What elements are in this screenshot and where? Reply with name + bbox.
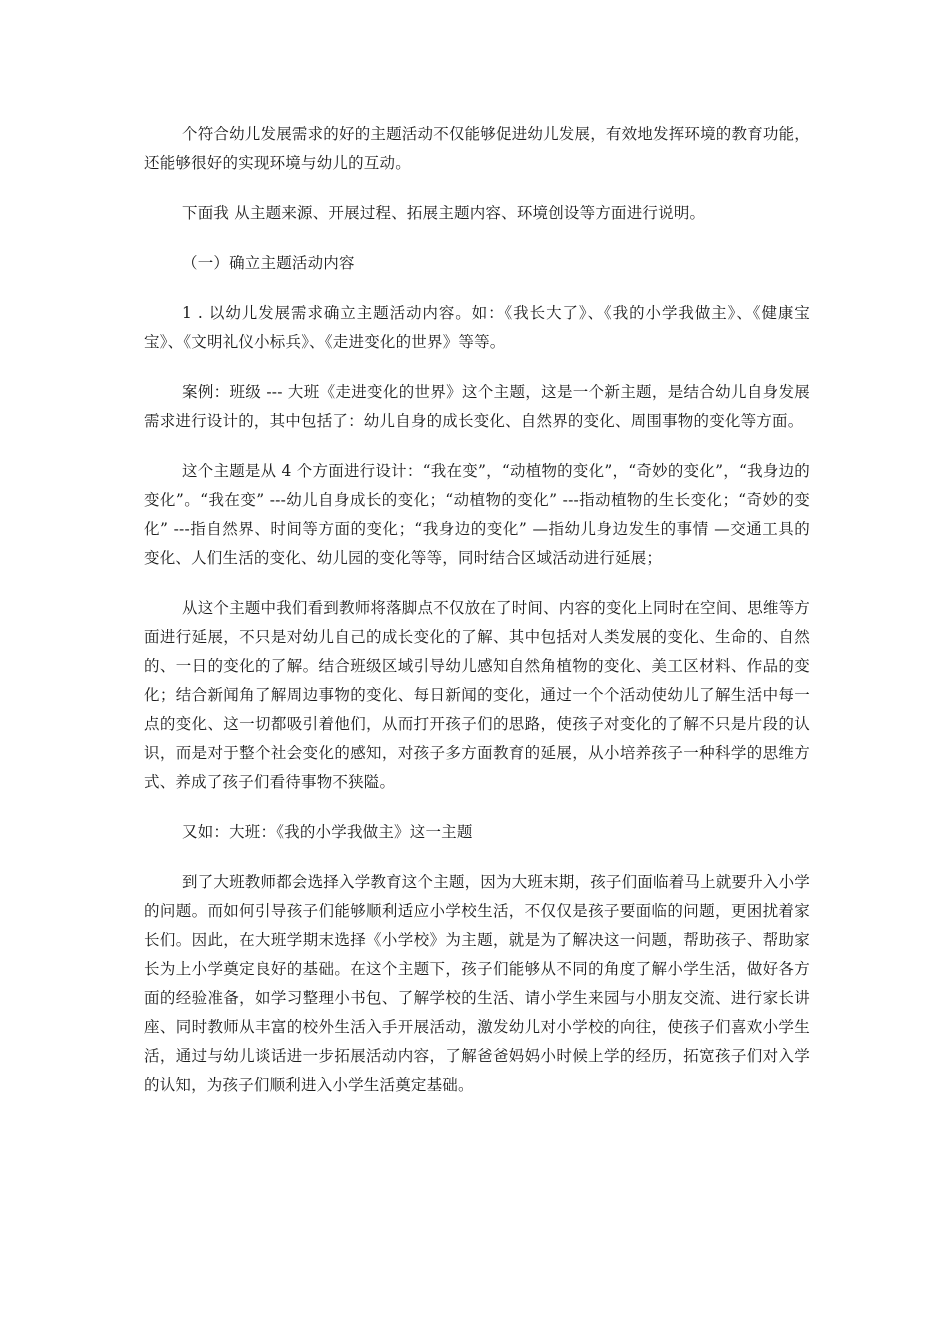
paragraph-gap — [144, 573, 810, 594]
paragraph-item-1: 1 . 以幼儿发展需求确立主题活动内容。如：《我长大了》、《我的小学我做主》、《健康宝宝》、《文明礼仪小标兵》、《走进变化的世界》等等。 — [144, 304, 810, 351]
paragraph-gap — [144, 797, 810, 818]
paragraph-analysis: 从这个主题中我们看到教师将落脚点不仅放在了时间、内容的变化上同时在空间、思维等方面进行延展，不只是对幼儿自己的成长变化的了解、其中包括对人类发展的变化、生命的、自然的、一日的变化的了解。结合班级区域引导幼儿感知自然角植物的变化、美工区材料、作品的变化；结合新闻角了解周边事物的变化、每日新闻的变化，通过一个个活动使幼儿了解生活中每一点的变化、这一切都吸引着他们，从而打开孩子们的思路，使孩子对变化的了解不只是片段的认识，而是对于整个社会变化的感知，对孩子多方面教育的延展，从小培养孩子一种科学的思维方式、养成了孩子们看待事物不狭隘。 — [144, 599, 811, 791]
paragraph-gap — [144, 357, 810, 378]
document-body — [144, 120, 810, 1100]
paragraph-example-title: 又如：大班：《我的小学我做主》这一主题 — [182, 823, 473, 841]
paragraph-gap — [144, 847, 810, 868]
paragraph-gap — [144, 178, 810, 199]
section-heading: （一）确立主题活动内容 — [182, 254, 355, 272]
paragraph-design: 这个主题是从 4 个方面进行设计：“我在变”，“动植物的变化”，“奇妙的变化”，“我身边的变化”。“我在变” ---幼儿自身成长的变化；“动植物的变化” ---指动植物的生长变化；“奇妙的变化” ---指自然界、时间等方面的变化；“我身边的变化” —指幼儿身边发生的事情 —交通工具的变化、人们生活的变化、幼儿园的变化等等，同时结合区域活动进行延展； — [144, 462, 810, 567]
paragraph-example-body: 到了大班教师都会选择入学教育这个主题，因为大班末期，孩子们面临着马上就要升入小学的问题。而如何引导孩子们能够顺利适应小学校生活，不仅仅是孩子要面临的问题，更困扰着家长们。因此，在大班学期末选择《小学校》为主题，就是为了解决这一问题，帮助孩子、帮助家长为上小学奠定良好的基础。在这个主题下，孩子们能够从不同的角度了解小学生活，做好各方面的经验准备，如学习整理小书包、了解学校的生活、请小学生来园与小朋友交流、进行家长讲座、同时教师从丰富的校外生活入手开展活动，激发幼儿对小学校的向往，使孩子们喜欢小学生活，通过与幼儿谈话进一步拓展活动内容，了解爸爸妈妈小时候上学的经历，拓宽孩子们对入学的认知，为孩子们顺利进入小学生活奠定基础。 — [144, 873, 811, 1094]
paragraph-intro: 个符合幼儿发展需求的好的主题活动不仅能够促进幼儿发展，有效地发挥环境的教育功能，还能够很好的实现环境与幼儿的互动。 — [144, 125, 811, 172]
paragraph-gap — [144, 228, 810, 249]
paragraph-gap — [144, 278, 810, 299]
paragraph-case: 案例：班级 --- 大班《走进变化的世界》这个主题，这是一个新主题，是结合幼儿自身发展需求进行设计的，其中包括了：幼儿自身的成长变化、自然界的变化、周围事物的变化等方面。 — [144, 383, 810, 430]
paragraph-overview: 下面我 从主题来源、开展过程、拓展主题内容、环境创设等方面进行说明。 — [182, 204, 706, 222]
paragraph-gap — [144, 436, 810, 457]
